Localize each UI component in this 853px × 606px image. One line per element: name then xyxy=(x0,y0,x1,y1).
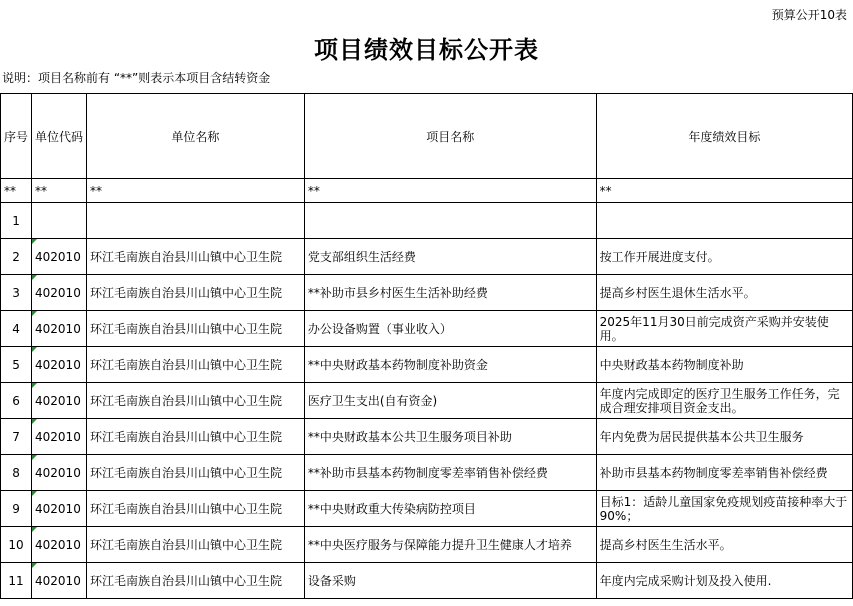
marker-cell: ** xyxy=(32,179,87,203)
table-number-label: 预算公开10表 xyxy=(771,8,847,22)
row-project-name: 设备采购 xyxy=(304,563,596,599)
marker-row xyxy=(1,179,853,203)
row-annual-target: 2025年11月30日前完成资产采购并安装使用。 xyxy=(596,311,852,347)
row-unit-code: 402010 xyxy=(32,419,87,455)
table-row xyxy=(1,311,853,347)
row-seq: 4 xyxy=(1,311,32,347)
table-row xyxy=(1,203,853,239)
table-row xyxy=(1,563,853,599)
row-seq: 11 xyxy=(1,563,32,599)
row-unit-code: 402010 xyxy=(32,239,87,275)
row-project-name: 党支部组织生活经费 xyxy=(304,239,596,275)
row-seq: 3 xyxy=(1,275,32,311)
row-project-name: **补助市县基本药物制度零差率销售补偿经费 xyxy=(304,455,596,491)
row-unit-code: 402010 xyxy=(32,383,87,419)
row-seq: 6 xyxy=(1,383,32,419)
row-annual-target: 提高乡村医生生活水平。 xyxy=(596,527,852,563)
row-unit-name: 环江毛南族自治县川山镇中心卫生院 xyxy=(87,239,305,275)
row-annual-target: 补助市县基本药物制度零差率销售补偿经费 xyxy=(596,455,852,491)
row-project-name xyxy=(304,203,596,239)
table-row xyxy=(1,419,853,455)
row-annual-target xyxy=(596,203,852,239)
row-unit-name: 环江毛南族自治县川山镇中心卫生院 xyxy=(87,383,305,419)
row-project-name: **中央财政基本公共卫生服务项目补助 xyxy=(304,419,596,455)
row-unit-name: 环江毛南族自治县川山镇中心卫生院 xyxy=(87,527,305,563)
row-unit-name: 环江毛南族自治县川山镇中心卫生院 xyxy=(87,419,305,455)
marker-cell: ** xyxy=(304,179,596,203)
header-seq: 序号 xyxy=(1,94,32,179)
row-annual-target: 年内免费为居民提供基本公共卫生服务 xyxy=(596,419,852,455)
row-unit-name: 环江毛南族自治县川山镇中心卫生院 xyxy=(87,455,305,491)
row-project-name: **中央财政基本药物制度补助资金 xyxy=(304,347,596,383)
row-unit-name: 环江毛南族自治县川山镇中心卫生院 xyxy=(87,491,305,527)
table-header-row xyxy=(1,94,853,179)
row-seq: 5 xyxy=(1,347,32,383)
row-project-name: **中央财政重大传染病防控项目 xyxy=(304,491,596,527)
row-project-name: 办公设备购置（事业收入） xyxy=(304,311,596,347)
row-unit-code: 402010 xyxy=(32,347,87,383)
row-annual-target: 中央财政基本药物制度补助 xyxy=(596,347,852,383)
header-project-name: 项目名称 xyxy=(304,94,596,179)
row-seq: 8 xyxy=(1,455,32,491)
explanation-note: 说明：项目名称前有 “**”则表示本项目含结转资金 xyxy=(2,71,271,85)
marker-cell: ** xyxy=(596,179,852,203)
row-unit-code: 402010 xyxy=(32,491,87,527)
row-project-name: 医疗卫生支出(自有资金) xyxy=(304,383,596,419)
row-unit-name: 环江毛南族自治县川山镇中心卫生院 xyxy=(87,311,305,347)
header-unit-name: 单位名称 xyxy=(87,94,305,179)
row-annual-target: 提高乡村医生退休生活水平。 xyxy=(596,275,852,311)
marker-cell: ** xyxy=(1,179,32,203)
row-unit-code xyxy=(32,203,87,239)
table-row xyxy=(1,527,853,563)
row-unit-code: 402010 xyxy=(32,563,87,599)
row-unit-code: 402010 xyxy=(32,527,87,563)
row-project-name: **中央医疗服务与保障能力提升卫生健康人才培养 xyxy=(304,527,596,563)
row-unit-code: 402010 xyxy=(32,275,87,311)
row-unit-name xyxy=(87,203,305,239)
row-seq: 10 xyxy=(1,527,32,563)
row-annual-target: 按工作开展进度支付。 xyxy=(596,239,852,275)
marker-cell: ** xyxy=(87,179,305,203)
table-row xyxy=(1,347,853,383)
table-row xyxy=(1,491,853,527)
page-title: 项目绩效目标公开表 xyxy=(314,35,539,64)
header-unit-code: 单位代码 xyxy=(32,94,87,179)
row-seq: 7 xyxy=(1,419,32,455)
table-row xyxy=(1,455,853,491)
row-seq: 9 xyxy=(1,491,32,527)
table-row xyxy=(1,275,853,311)
row-unit-code: 402010 xyxy=(32,311,87,347)
row-seq: 1 xyxy=(1,203,32,239)
row-annual-target: 目标1：适龄儿童国家免疫规划疫苗接种率大于90%； xyxy=(596,491,852,527)
row-annual-target: 年度内完成即定的医疗卫生服务工作任务，完成合理安排项目资金支出。 xyxy=(596,383,852,419)
row-unit-code: 402010 xyxy=(32,455,87,491)
table-row xyxy=(1,383,853,419)
row-unit-name: 环江毛南族自治县川山镇中心卫生院 xyxy=(87,563,305,599)
row-seq: 2 xyxy=(1,239,32,275)
row-unit-name: 环江毛南族自治县川山镇中心卫生院 xyxy=(87,347,305,383)
table-row xyxy=(1,239,853,275)
row-annual-target: 年度内完成采购计划及投入使用. xyxy=(596,563,852,599)
header-annual-target: 年度绩效目标 xyxy=(596,94,852,179)
performance-target-table xyxy=(0,93,853,599)
row-project-name: **补助市县乡村医生生活补助经费 xyxy=(304,275,596,311)
row-unit-name: 环江毛南族自治县川山镇中心卫生院 xyxy=(87,275,305,311)
